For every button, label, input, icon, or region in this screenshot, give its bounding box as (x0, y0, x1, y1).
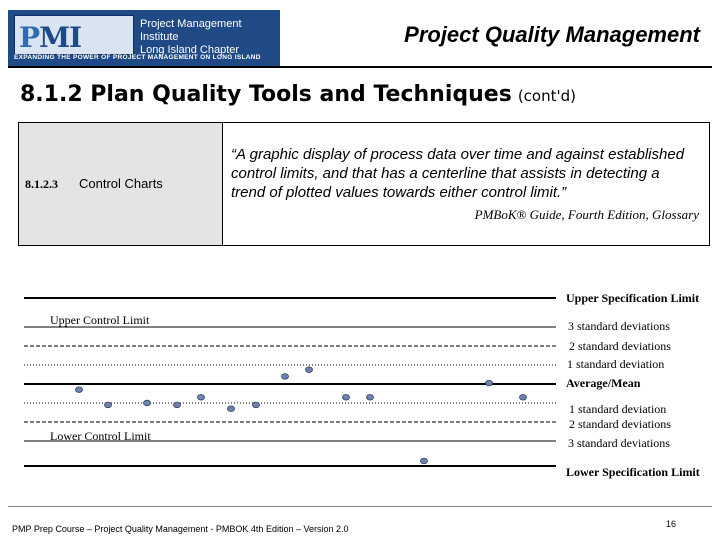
data-point-3 (144, 400, 151, 406)
definition-quote: “A graphic display of process data over time and against established control limits, and that has a centerline that assists in detecting a trend of plotted values towards either control limit.” (231, 146, 685, 201)
org-tagline: EXPANDING THE POWER OF PROJECT MANAGEMENT ON LONG ISLAND (14, 54, 261, 61)
lower-control-limit-label: Lower Control Limit (50, 429, 151, 443)
data-point-6 (228, 406, 235, 412)
data-point-4 (174, 402, 181, 408)
logo-mark-p: P (19, 21, 40, 54)
data-point-13 (486, 380, 493, 386)
control-line-label-8: Lower Specification Limit (566, 465, 700, 479)
slide-title-main: 8.1.2 Plan Quality Tools and Techniques (20, 82, 512, 107)
control-line-label-4: Average/Mean (566, 376, 641, 390)
logo-mark-mi: MI (39, 21, 82, 54)
data-point-1 (76, 387, 83, 393)
control-line-label-1: 3 standard deviations (568, 319, 670, 333)
control-line-label-2: 2 standard deviations (569, 339, 671, 353)
data-point-5 (198, 395, 205, 401)
data-point-11 (367, 395, 374, 401)
data-point-9 (306, 367, 313, 373)
header-title: Project Quality Management (404, 22, 700, 47)
data-point-8 (282, 374, 289, 380)
data-point-2 (105, 402, 112, 408)
control-line-label-5: 1 standard deviation (569, 402, 667, 416)
definition-label: Control Charts (79, 176, 163, 191)
control-line-label-7: 3 standard deviations (568, 436, 670, 450)
footer-divider (8, 506, 712, 507)
org-name-line2: Long Island Chapter (140, 44, 240, 56)
upper-control-limit-label: Upper Control Limit (50, 313, 150, 327)
org-name-line1: Project Management Institute (140, 18, 242, 43)
control-line-label-6: 2 standard deviations (569, 417, 671, 431)
footer-text: PMP Prep Course – Project Quality Management - PMBOK 4th Edition – Version 2.0 (12, 524, 349, 534)
page-number: 16 (666, 519, 677, 529)
definition-citation: PMBoK® Guide, Fourth Edition, Glossary (474, 207, 699, 222)
slide-title-suffix: (cont'd) (517, 87, 576, 105)
data-point-10 (343, 395, 350, 401)
control-line-label-3: 1 standard deviation (567, 357, 665, 371)
data-point-14 (520, 395, 527, 401)
definition-number: 8.1.2.3 (25, 177, 58, 191)
control-line-label-0: Upper Specification Limit (566, 291, 700, 305)
data-point-7 (253, 402, 260, 408)
data-point-12 (421, 458, 428, 464)
